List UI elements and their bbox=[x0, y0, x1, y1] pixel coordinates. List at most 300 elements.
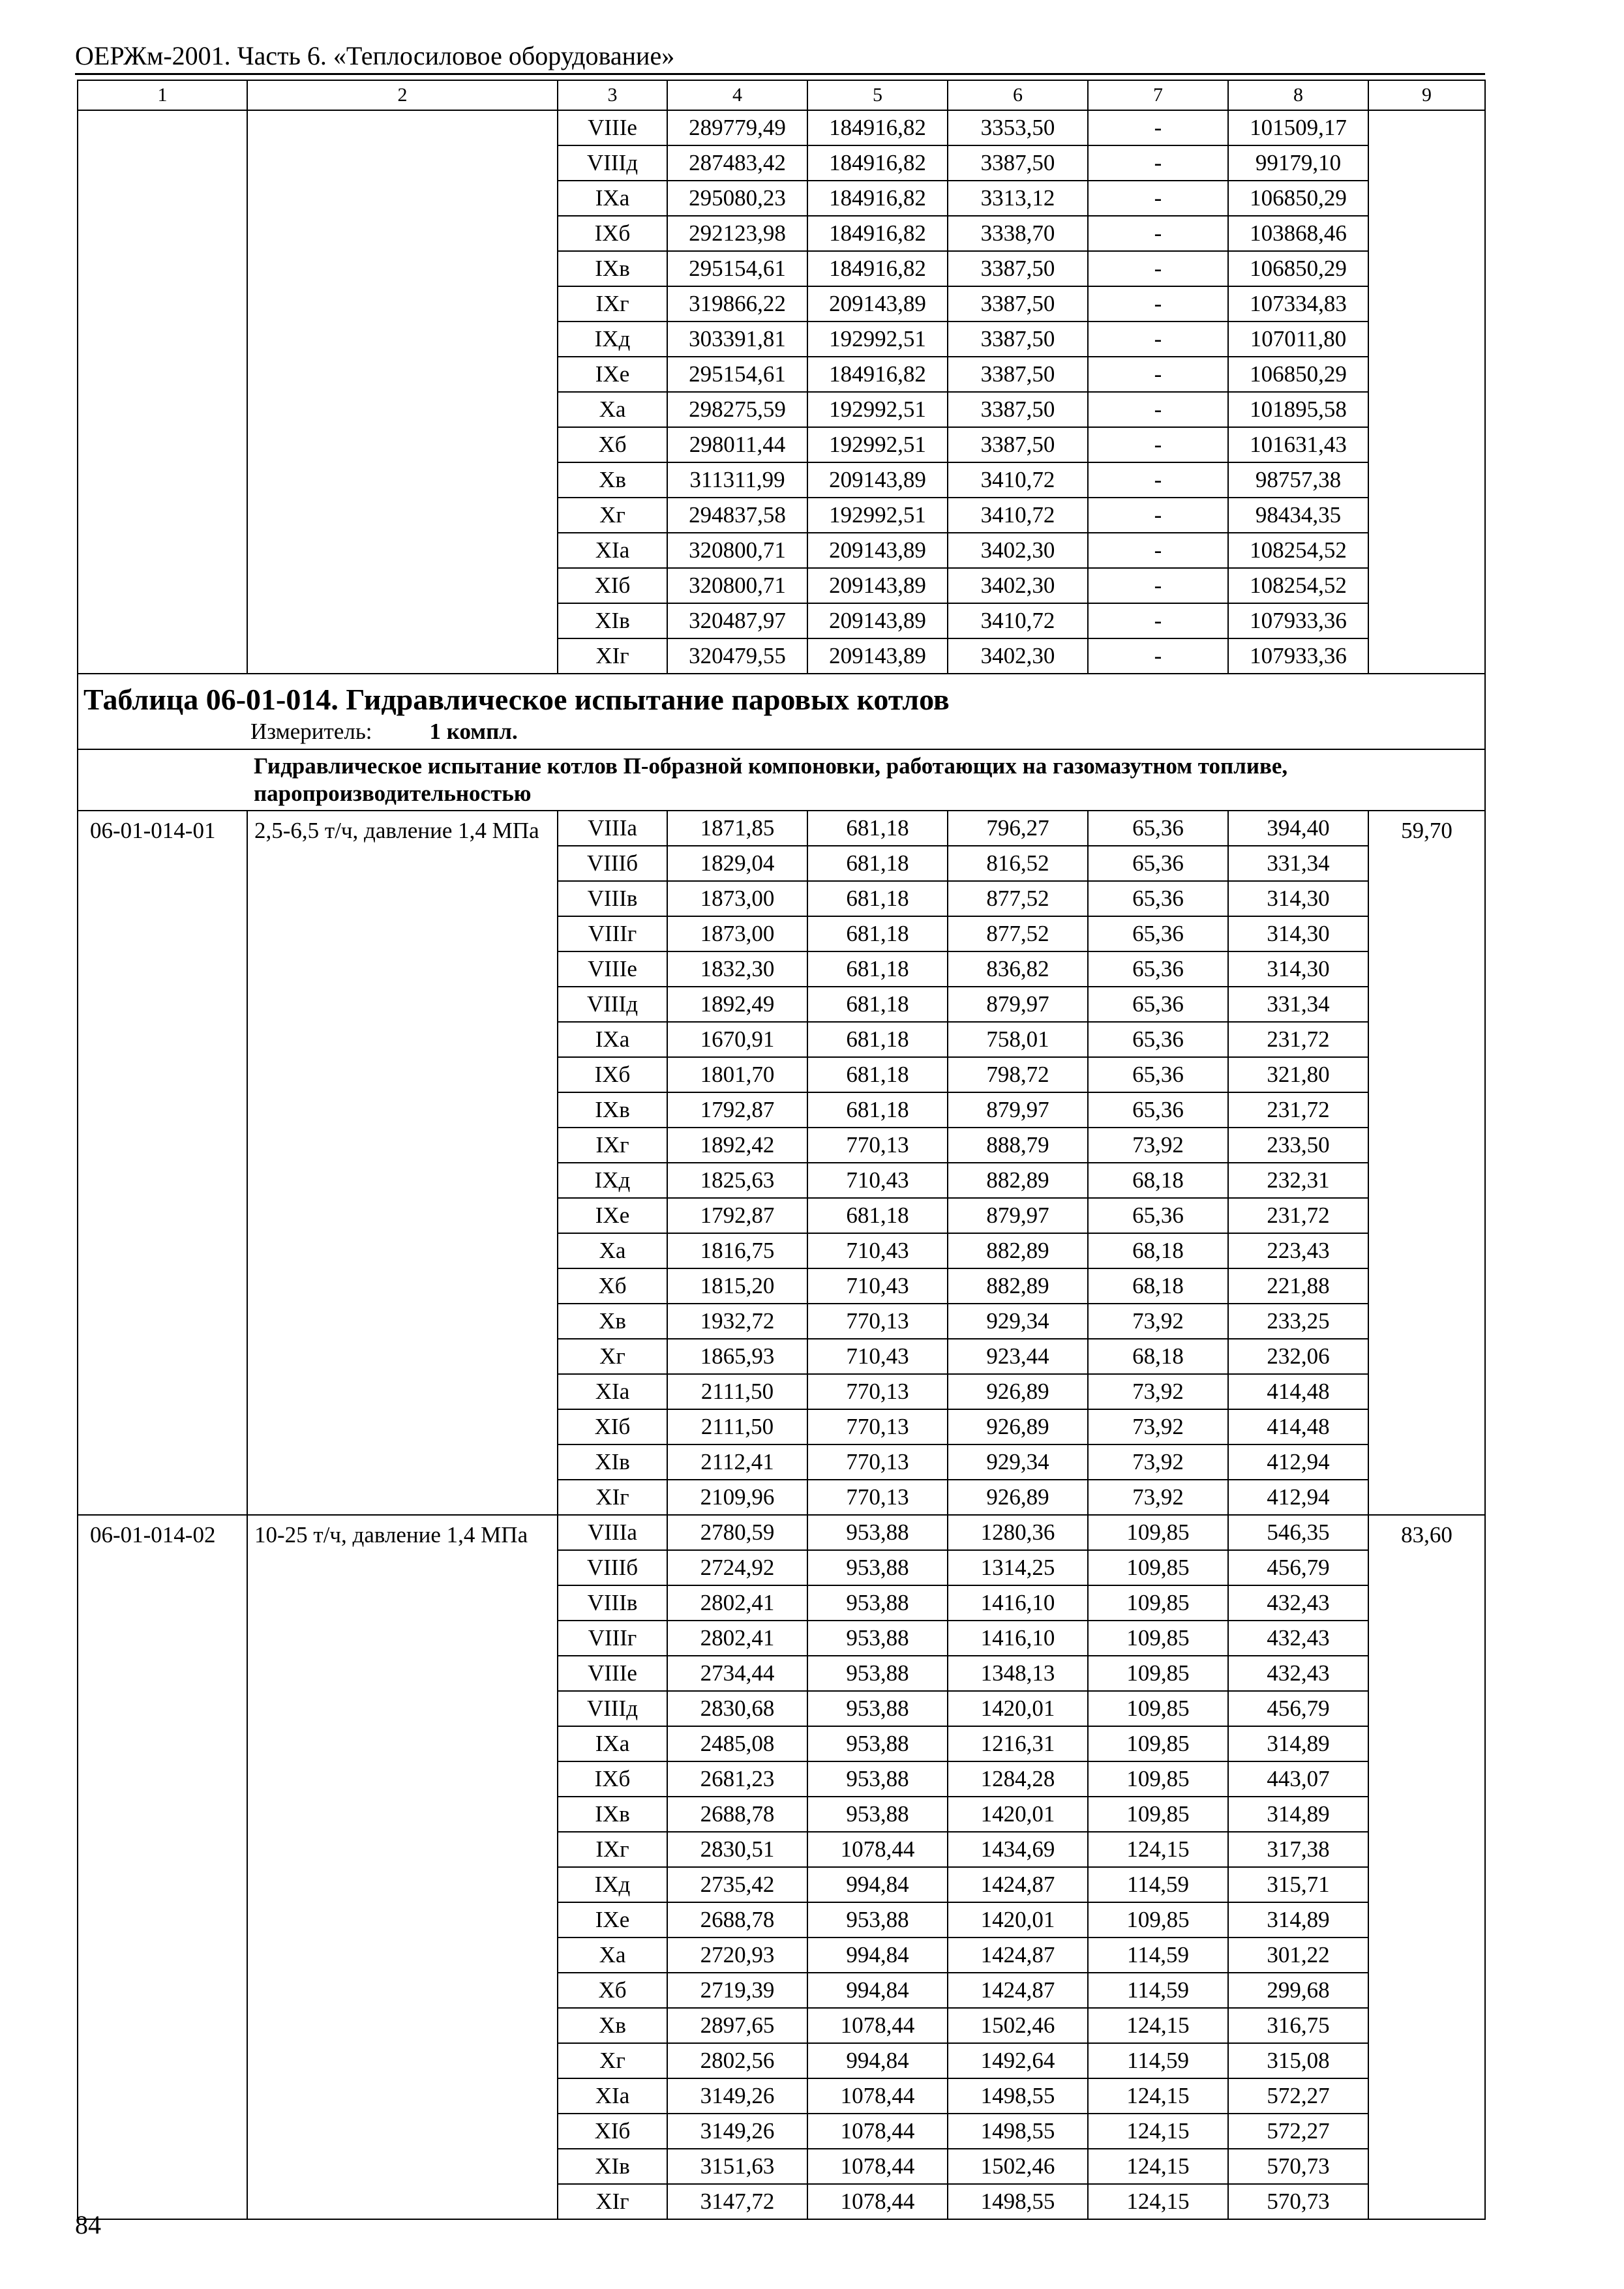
value-cell: 65,36 bbox=[1088, 951, 1228, 987]
value-cell: 1816,75 bbox=[667, 1233, 807, 1268]
value-cell: 1498,55 bbox=[948, 2114, 1088, 2149]
value-cell: 232,31 bbox=[1228, 1163, 1368, 1198]
value-cell: 303391,81 bbox=[667, 322, 807, 357]
value-cell: Xа bbox=[558, 1233, 667, 1268]
value-cell: 73,92 bbox=[1088, 1374, 1228, 1409]
value-cell: 1815,20 bbox=[667, 1268, 807, 1304]
value-cell: 192992,51 bbox=[807, 322, 948, 357]
measure-line bbox=[83, 717, 1479, 749]
value-cell: 412,94 bbox=[1228, 1480, 1368, 1515]
value-cell: 3353,50 bbox=[948, 110, 1088, 145]
value-cell: 546,35 bbox=[1228, 1515, 1368, 1550]
value-cell: 994,84 bbox=[807, 1937, 948, 1973]
value-cell: 192992,51 bbox=[807, 392, 948, 427]
value-cell: 1314,25 bbox=[948, 1550, 1088, 1585]
value-cell: 1416,10 bbox=[948, 1585, 1088, 1621]
value-cell: VIIIд bbox=[558, 1691, 667, 1726]
value-cell: 2111,50 bbox=[667, 1374, 807, 1409]
value-cell: 770,13 bbox=[807, 1128, 948, 1163]
value-cell: 1873,00 bbox=[667, 916, 807, 951]
value-cell: 3410,72 bbox=[948, 498, 1088, 533]
value-cell: 109,85 bbox=[1088, 1691, 1228, 1726]
value-cell: 758,01 bbox=[948, 1022, 1088, 1057]
value-cell: 101509,17 bbox=[1228, 110, 1368, 145]
table-title: Таблица 06-01-014. Гидравлическое испытание паровых котлов bbox=[83, 683, 950, 716]
value-cell: 570,73 bbox=[1228, 2184, 1368, 2219]
value-cell: 192992,51 bbox=[807, 498, 948, 533]
value-cell: IXв bbox=[558, 1797, 667, 1832]
value-cell: 2111,50 bbox=[667, 1409, 807, 1444]
value-cell: 1871,85 bbox=[667, 811, 807, 846]
value-cell: 3402,30 bbox=[948, 568, 1088, 603]
value-cell: 68,18 bbox=[1088, 1163, 1228, 1198]
value-cell: 798,72 bbox=[948, 1057, 1088, 1092]
value-cell: 2734,44 bbox=[667, 1656, 807, 1691]
value-cell: 710,43 bbox=[807, 1339, 948, 1374]
header-rule bbox=[75, 73, 1485, 75]
value-cell: 3387,50 bbox=[948, 357, 1088, 392]
value-cell: 314,89 bbox=[1228, 1797, 1368, 1832]
value-cell: 1280,36 bbox=[948, 1515, 1088, 1550]
value-cell: 101895,58 bbox=[1228, 392, 1368, 427]
value-cell: 184916,82 bbox=[807, 181, 948, 216]
value-cell: 1078,44 bbox=[807, 1832, 948, 1867]
value-cell: 1348,13 bbox=[948, 1656, 1088, 1691]
value-cell: 3387,50 bbox=[948, 251, 1088, 286]
value-cell: 109,85 bbox=[1088, 1726, 1228, 1761]
value-cell: 681,18 bbox=[807, 881, 948, 916]
value-cell: IXе bbox=[558, 1902, 667, 1937]
value-cell: 1420,01 bbox=[948, 1691, 1088, 1726]
value-cell: 65,36 bbox=[1088, 846, 1228, 881]
value-cell: 108254,52 bbox=[1228, 533, 1368, 568]
value-cell: 1420,01 bbox=[948, 1797, 1088, 1832]
value-cell: 432,43 bbox=[1228, 1656, 1368, 1691]
value-cell: 192992,51 bbox=[807, 427, 948, 462]
value-cell: 1502,46 bbox=[948, 2008, 1088, 2043]
value-cell: 295154,61 bbox=[667, 357, 807, 392]
value-cell: 233,25 bbox=[1228, 1304, 1368, 1339]
value-cell: - bbox=[1088, 568, 1228, 603]
value-cell: 331,34 bbox=[1228, 987, 1368, 1022]
value-cell: 770,13 bbox=[807, 1374, 948, 1409]
value-cell: 3338,70 bbox=[948, 216, 1088, 251]
value-cell: 317,38 bbox=[1228, 1832, 1368, 1867]
value-cell: 299,68 bbox=[1228, 1973, 1368, 2008]
value-cell: VIIIа bbox=[558, 811, 667, 846]
value-cell: 103868,46 bbox=[1228, 216, 1368, 251]
value-cell: 1829,04 bbox=[667, 846, 807, 881]
value-cell: 1492,64 bbox=[948, 2043, 1088, 2078]
value-cell: 879,97 bbox=[948, 987, 1088, 1022]
value-cell: 124,15 bbox=[1088, 2008, 1228, 2043]
col9-value: 83,60 bbox=[1368, 1515, 1485, 2219]
value-cell: 73,92 bbox=[1088, 1409, 1228, 1444]
value-cell: XIв bbox=[558, 1444, 667, 1480]
value-cell: 3149,26 bbox=[667, 2114, 807, 2149]
rate-code: 06-01-014-02 bbox=[78, 1515, 247, 2219]
value-cell: IXд bbox=[558, 322, 667, 357]
value-cell: XIг bbox=[558, 1480, 667, 1515]
value-cell: 124,15 bbox=[1088, 2149, 1228, 2184]
value-cell: 231,72 bbox=[1228, 1022, 1368, 1057]
value-cell: 456,79 bbox=[1228, 1691, 1368, 1726]
value-cell: 231,72 bbox=[1228, 1198, 1368, 1233]
value-cell: 314,89 bbox=[1228, 1726, 1368, 1761]
description-cell bbox=[247, 110, 558, 674]
value-cell: 209143,89 bbox=[807, 603, 948, 638]
value-cell: - bbox=[1088, 145, 1228, 181]
value-cell: 99179,10 bbox=[1228, 145, 1368, 181]
value-cell: XIб bbox=[558, 568, 667, 603]
value-cell: VIIIе bbox=[558, 110, 667, 145]
value-cell: 314,30 bbox=[1228, 881, 1368, 916]
value-cell: 882,89 bbox=[948, 1163, 1088, 1198]
value-cell: 209143,89 bbox=[807, 286, 948, 322]
value-cell: 994,84 bbox=[807, 2043, 948, 2078]
value-cell: IXе bbox=[558, 357, 667, 392]
value-cell: 295154,61 bbox=[667, 251, 807, 286]
value-cell: 2720,93 bbox=[667, 1937, 807, 1973]
value-cell: 432,43 bbox=[1228, 1621, 1368, 1656]
value-cell: 394,40 bbox=[1228, 811, 1368, 846]
value-cell: IXе bbox=[558, 1198, 667, 1233]
value-cell: 107011,80 bbox=[1228, 322, 1368, 357]
value-cell: - bbox=[1088, 603, 1228, 638]
value-cell: 796,27 bbox=[948, 811, 1088, 846]
value-cell: IXв bbox=[558, 1092, 667, 1128]
value-cell: 681,18 bbox=[807, 987, 948, 1022]
value-cell: 2802,41 bbox=[667, 1585, 807, 1621]
value-cell: 1498,55 bbox=[948, 2078, 1088, 2114]
value-cell: 109,85 bbox=[1088, 1902, 1228, 1937]
value-cell: 953,88 bbox=[807, 1656, 948, 1691]
value-cell: 98434,35 bbox=[1228, 498, 1368, 533]
value-cell: 184916,82 bbox=[807, 110, 948, 145]
value-cell: 681,18 bbox=[807, 916, 948, 951]
value-cell: 929,34 bbox=[948, 1444, 1088, 1480]
value-cell: 2719,39 bbox=[667, 1973, 807, 2008]
value-cell: 882,89 bbox=[948, 1233, 1088, 1268]
value-cell: VIIIе bbox=[558, 951, 667, 987]
value-cell: 926,89 bbox=[948, 1409, 1088, 1444]
value-cell: 68,18 bbox=[1088, 1233, 1228, 1268]
value-cell: 184916,82 bbox=[807, 251, 948, 286]
column-number: 2 bbox=[247, 80, 558, 110]
value-cell: 319866,22 bbox=[667, 286, 807, 322]
value-cell: 681,18 bbox=[807, 1092, 948, 1128]
value-cell: - bbox=[1088, 638, 1228, 674]
value-cell: 321,80 bbox=[1228, 1057, 1368, 1092]
value-cell: 1284,28 bbox=[948, 1761, 1088, 1797]
value-cell: 3402,30 bbox=[948, 638, 1088, 674]
value-cell: 68,18 bbox=[1088, 1339, 1228, 1374]
value-cell: IXг bbox=[558, 1832, 667, 1867]
value-cell: - bbox=[1088, 462, 1228, 498]
value-cell: 106850,29 bbox=[1228, 251, 1368, 286]
value-cell: 414,48 bbox=[1228, 1374, 1368, 1409]
value-cell: 877,52 bbox=[948, 916, 1088, 951]
value-cell: Xа bbox=[558, 1937, 667, 1973]
value-cell: 107933,36 bbox=[1228, 603, 1368, 638]
value-cell: 2830,68 bbox=[667, 1691, 807, 1726]
value-cell: 3387,50 bbox=[948, 145, 1088, 181]
value-cell: 2802,41 bbox=[667, 1621, 807, 1656]
value-cell: - bbox=[1088, 498, 1228, 533]
value-cell: XIа bbox=[558, 533, 667, 568]
value-cell: 114,59 bbox=[1088, 1937, 1228, 1973]
value-cell: 114,59 bbox=[1088, 1973, 1228, 2008]
value-cell: 301,22 bbox=[1228, 1937, 1368, 1973]
value-cell: 294837,58 bbox=[667, 498, 807, 533]
value-cell: 65,36 bbox=[1088, 1057, 1228, 1092]
value-cell: 953,88 bbox=[807, 1550, 948, 1585]
value-cell: 681,18 bbox=[807, 1057, 948, 1092]
value-cell: 888,79 bbox=[948, 1128, 1088, 1163]
value-cell: 879,97 bbox=[948, 1092, 1088, 1128]
col9-cell bbox=[1368, 110, 1485, 674]
value-cell: XIа bbox=[558, 1374, 667, 1409]
value-cell: 570,73 bbox=[1228, 2149, 1368, 2184]
value-cell: 124,15 bbox=[1088, 2114, 1228, 2149]
value-cell: 1801,70 bbox=[667, 1057, 807, 1092]
value-cell: 298275,59 bbox=[667, 392, 807, 427]
value-cell: 65,36 bbox=[1088, 1092, 1228, 1128]
column-number: 8 bbox=[1228, 80, 1368, 110]
value-cell: 836,82 bbox=[948, 951, 1088, 987]
value-cell: 1892,49 bbox=[667, 987, 807, 1022]
value-cell: 2780,59 bbox=[667, 1515, 807, 1550]
value-cell: 221,88 bbox=[1228, 1268, 1368, 1304]
value-cell: VIIIб bbox=[558, 1550, 667, 1585]
column-number: 6 bbox=[948, 80, 1088, 110]
value-cell: 923,44 bbox=[948, 1339, 1088, 1374]
column-number: 3 bbox=[558, 80, 667, 110]
value-cell: 1670,91 bbox=[667, 1022, 807, 1057]
subheader-text: Гидравлическое испытание котлов П-образной компоновки, работающих на газомазутном топливе, паропроизводительностью bbox=[247, 749, 1485, 811]
value-cell: 3387,50 bbox=[948, 392, 1088, 427]
value-cell: 114,59 bbox=[1088, 2043, 1228, 2078]
value-cell: IXд bbox=[558, 1163, 667, 1198]
value-cell: 1502,46 bbox=[948, 2149, 1088, 2184]
value-cell: 109,85 bbox=[1088, 1797, 1228, 1832]
value-cell: 107334,83 bbox=[1228, 286, 1368, 322]
value-cell: IXг bbox=[558, 1128, 667, 1163]
value-cell: 209143,89 bbox=[807, 462, 948, 498]
value-cell: - bbox=[1088, 110, 1228, 145]
value-cell: 710,43 bbox=[807, 1163, 948, 1198]
value-cell: 1216,31 bbox=[948, 1726, 1088, 1761]
value-cell: 106850,29 bbox=[1228, 357, 1368, 392]
value-cell: 209143,89 bbox=[807, 638, 948, 674]
value-cell: 681,18 bbox=[807, 951, 948, 987]
col9-value: 59,70 bbox=[1368, 811, 1485, 1515]
value-cell: 2109,96 bbox=[667, 1480, 807, 1515]
value-cell: 101631,43 bbox=[1228, 427, 1368, 462]
value-cell: - bbox=[1088, 286, 1228, 322]
table-row bbox=[78, 1515, 1485, 1550]
column-number: 4 bbox=[667, 80, 807, 110]
value-cell: 3151,63 bbox=[667, 2149, 807, 2184]
value-cell: 320487,97 bbox=[667, 603, 807, 638]
value-cell: 1865,93 bbox=[667, 1339, 807, 1374]
value-cell: 953,88 bbox=[807, 1621, 948, 1656]
value-cell: 2485,08 bbox=[667, 1726, 807, 1761]
value-cell: 2112,41 bbox=[667, 1444, 807, 1480]
rates-table bbox=[77, 80, 1486, 2220]
subheader-blank bbox=[78, 749, 247, 811]
value-cell: 109,85 bbox=[1088, 1621, 1228, 1656]
value-cell: VIIIг bbox=[558, 1621, 667, 1656]
value-cell: 124,15 bbox=[1088, 1832, 1228, 1867]
value-cell: 3410,72 bbox=[948, 462, 1088, 498]
value-cell: 1078,44 bbox=[807, 2078, 948, 2114]
value-cell: Xа bbox=[558, 392, 667, 427]
value-cell: 3149,26 bbox=[667, 2078, 807, 2114]
value-cell: 73,92 bbox=[1088, 1444, 1228, 1480]
value-cell: XIб bbox=[558, 2114, 667, 2149]
value-cell: XIв bbox=[558, 2149, 667, 2184]
column-number-row bbox=[78, 80, 1485, 110]
value-cell: 315,08 bbox=[1228, 2043, 1368, 2078]
value-cell: 953,88 bbox=[807, 1726, 948, 1761]
value-cell: Xб bbox=[558, 427, 667, 462]
value-cell: 953,88 bbox=[807, 1515, 948, 1550]
value-cell: 3147,72 bbox=[667, 2184, 807, 2219]
value-cell: 953,88 bbox=[807, 1585, 948, 1621]
value-cell: 107933,36 bbox=[1228, 638, 1368, 674]
value-cell: 879,97 bbox=[948, 1198, 1088, 1233]
value-cell: - bbox=[1088, 533, 1228, 568]
value-cell: IXг bbox=[558, 286, 667, 322]
value-cell: 209143,89 bbox=[807, 533, 948, 568]
value-cell: 184916,82 bbox=[807, 357, 948, 392]
value-cell: 314,30 bbox=[1228, 951, 1368, 987]
value-cell: 882,89 bbox=[948, 1268, 1088, 1304]
value-cell: 1078,44 bbox=[807, 2114, 948, 2149]
value-cell: 443,07 bbox=[1228, 1761, 1368, 1797]
value-cell: VIIIе bbox=[558, 1656, 667, 1691]
value-cell: 109,85 bbox=[1088, 1515, 1228, 1550]
value-cell: 320800,71 bbox=[667, 533, 807, 568]
value-cell: 298011,44 bbox=[667, 427, 807, 462]
value-cell: 681,18 bbox=[807, 846, 948, 881]
value-cell: 68,18 bbox=[1088, 1268, 1228, 1304]
value-cell: 1424,87 bbox=[948, 1973, 1088, 2008]
value-cell: 953,88 bbox=[807, 1902, 948, 1937]
value-cell: 1078,44 bbox=[807, 2008, 948, 2043]
value-cell: VIIIг bbox=[558, 916, 667, 951]
value-cell: 994,84 bbox=[807, 1867, 948, 1902]
value-cell: 994,84 bbox=[807, 1973, 948, 2008]
value-cell: 233,50 bbox=[1228, 1128, 1368, 1163]
value-cell: 109,85 bbox=[1088, 1550, 1228, 1585]
value-cell: 106850,29 bbox=[1228, 181, 1368, 216]
value-cell: 287483,42 bbox=[667, 145, 807, 181]
value-cell: 124,15 bbox=[1088, 2184, 1228, 2219]
value-cell: 2802,56 bbox=[667, 2043, 807, 2078]
value-cell: 311311,99 bbox=[667, 462, 807, 498]
value-cell: 295080,23 bbox=[667, 181, 807, 216]
value-cell: 3387,50 bbox=[948, 322, 1088, 357]
value-cell: 65,36 bbox=[1088, 916, 1228, 951]
value-cell: 316,75 bbox=[1228, 2008, 1368, 2043]
value-cell: 953,88 bbox=[807, 1691, 948, 1726]
value-cell: 412,94 bbox=[1228, 1444, 1368, 1480]
rate-description: 10-25 т/ч, давление 1,4 МПа bbox=[247, 1515, 558, 2219]
value-cell: 65,36 bbox=[1088, 1022, 1228, 1057]
value-cell: 2735,42 bbox=[667, 1867, 807, 1902]
value-cell: XIв bbox=[558, 603, 667, 638]
value-cell: 877,52 bbox=[948, 881, 1088, 916]
value-cell: IXа bbox=[558, 1726, 667, 1761]
value-cell: 320800,71 bbox=[667, 568, 807, 603]
value-cell: 414,48 bbox=[1228, 1409, 1368, 1444]
value-cell: 65,36 bbox=[1088, 881, 1228, 916]
value-cell: 108254,52 bbox=[1228, 568, 1368, 603]
value-cell: 2830,51 bbox=[667, 1832, 807, 1867]
value-cell: 109,85 bbox=[1088, 1656, 1228, 1691]
value-cell: IXб bbox=[558, 216, 667, 251]
value-cell: VIIIб bbox=[558, 846, 667, 881]
value-cell: 2681,23 bbox=[667, 1761, 807, 1797]
value-cell: VIIIа bbox=[558, 1515, 667, 1550]
value-cell: - bbox=[1088, 357, 1228, 392]
column-number: 1 bbox=[78, 80, 247, 110]
value-cell: 3402,30 bbox=[948, 533, 1088, 568]
value-cell: 456,79 bbox=[1228, 1550, 1368, 1585]
value-cell: 2688,78 bbox=[667, 1797, 807, 1832]
value-cell: 331,34 bbox=[1228, 846, 1368, 881]
value-cell: - bbox=[1088, 392, 1228, 427]
value-cell: 3313,12 bbox=[948, 181, 1088, 216]
table-title-cell bbox=[78, 674, 1485, 749]
value-cell: 929,34 bbox=[948, 1304, 1088, 1339]
running-header: ОЕРЖм-2001. Часть 6. «Теплосиловое оборудование» bbox=[75, 41, 675, 70]
value-cell: 209143,89 bbox=[807, 568, 948, 603]
column-number: 5 bbox=[807, 80, 948, 110]
column-number: 9 bbox=[1368, 80, 1485, 110]
value-cell: 770,13 bbox=[807, 1409, 948, 1444]
value-cell: 770,13 bbox=[807, 1304, 948, 1339]
value-cell: 1416,10 bbox=[948, 1621, 1088, 1656]
value-cell: 232,06 bbox=[1228, 1339, 1368, 1374]
value-cell: Xб bbox=[558, 1973, 667, 2008]
value-cell: 314,30 bbox=[1228, 916, 1368, 951]
value-cell: - bbox=[1088, 216, 1228, 251]
value-cell: VIIIд bbox=[558, 987, 667, 1022]
rate-description: 2,5-6,5 т/ч, давление 1,4 МПа bbox=[247, 811, 558, 1515]
value-cell: IXа bbox=[558, 1022, 667, 1057]
value-cell: 770,13 bbox=[807, 1480, 948, 1515]
value-cell: Xг bbox=[558, 2043, 667, 2078]
measure-label: Измеритель: bbox=[250, 719, 372, 744]
value-cell: 1892,42 bbox=[667, 1128, 807, 1163]
value-cell: 124,15 bbox=[1088, 2078, 1228, 2114]
column-number: 7 bbox=[1088, 80, 1228, 110]
value-cell: 315,71 bbox=[1228, 1867, 1368, 1902]
value-cell: 3410,72 bbox=[948, 603, 1088, 638]
value-cell: 926,89 bbox=[948, 1480, 1088, 1515]
value-cell: 432,43 bbox=[1228, 1585, 1368, 1621]
value-cell: XIб bbox=[558, 1409, 667, 1444]
value-cell: IXд bbox=[558, 1867, 667, 1902]
value-cell: 926,89 bbox=[948, 1374, 1088, 1409]
value-cell: 1498,55 bbox=[948, 2184, 1088, 2219]
table-row bbox=[78, 110, 1485, 145]
value-cell: IXб bbox=[558, 1761, 667, 1797]
value-cell: 681,18 bbox=[807, 1022, 948, 1057]
